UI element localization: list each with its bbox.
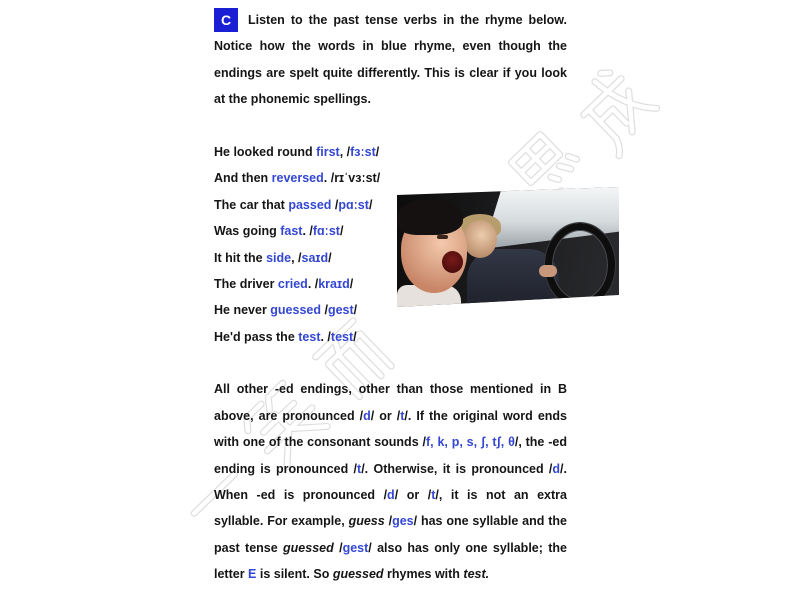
rhyme-ipa: saɪd (301, 250, 329, 265)
explanation-line (214, 403, 567, 429)
phoneme: d (363, 408, 371, 423)
rhyme-punct: / (331, 197, 339, 212)
rhyme-verb: cried (277, 276, 308, 291)
rhyme-text: Was going (214, 224, 281, 239)
rhyme-punct: . / (302, 224, 313, 239)
page-text (214, 7, 567, 588)
text-run: above, are pronounced / (214, 408, 364, 423)
rhyme-ipa: fɑːst (312, 224, 340, 239)
text-run: / (333, 540, 343, 555)
rhyme-verb: side (266, 250, 292, 265)
rhyme-punct: / (321, 303, 328, 318)
blank-line (214, 350, 567, 376)
text-run: with one of the consonant sounds / (214, 435, 426, 450)
rhyme-text: He never (214, 303, 271, 318)
rhyme-verb: first (316, 144, 340, 159)
blank-line (214, 113, 567, 139)
text-run: / or / (394, 488, 432, 503)
rhyme-verb: passed (288, 197, 332, 212)
rhyme-verb: fast (280, 224, 303, 239)
rhyme-line (214, 192, 567, 218)
rhyme-close: / (349, 276, 354, 291)
phonemic-spelling: gest (342, 540, 369, 555)
explanation-line (214, 508, 567, 534)
rhyme-verb: test (298, 329, 321, 344)
text-run: /. (560, 461, 567, 476)
rhyme-text: The car that (214, 197, 289, 212)
rhyme-ipa: gest (327, 303, 354, 318)
rhyme-text: It hit the (214, 250, 267, 265)
text-run: All other -ed endings, other than those mentioned in B (214, 382, 567, 397)
rhyme-punct: , / (291, 250, 302, 265)
example-word: guess (348, 514, 385, 529)
rhyme-close: / (375, 144, 380, 159)
rhyme-close: / (339, 224, 344, 239)
rhyme-line (214, 297, 567, 323)
rhyme-verb: guessed (270, 303, 321, 318)
explanation-line (214, 561, 567, 587)
rhyme-punct: . / (320, 329, 331, 344)
explanation-line (214, 535, 567, 561)
rhyme-punct: . / (307, 276, 319, 291)
rhyme-punct: . / (323, 171, 335, 186)
rhyme-line (214, 165, 567, 191)
rhyme-line (214, 324, 567, 350)
rhyme-text: The driver (214, 276, 278, 291)
rhyme-text: He'd pass the (214, 329, 299, 344)
rhyme-text: And then (214, 171, 272, 186)
exercise-label: C (214, 8, 238, 32)
text-run: / (384, 514, 393, 529)
phonemic-spelling: ges (392, 514, 414, 529)
explanation-line (214, 376, 567, 402)
rhyme-line (214, 139, 567, 165)
rhyme-ipa: test (330, 329, 354, 344)
rhyme-ipa: pɑːst (338, 197, 369, 212)
text-run: / or / (370, 408, 401, 423)
text-run: /. Otherwise, it is pronounced / (361, 461, 553, 476)
text-run: letter (214, 567, 249, 582)
rhyme-close: / (376, 171, 381, 186)
text-run: is silent. So (256, 567, 333, 582)
silent-letter: E (248, 567, 257, 582)
rhyme-close: / (353, 329, 357, 344)
text-run: ending is pronounced / (214, 461, 358, 476)
phoneme: d (552, 461, 561, 476)
phoneme: t (400, 408, 405, 423)
text-run: /, it is not an extra (435, 488, 567, 503)
intro-line: Notice how the words in blue rhyme, even though the (214, 39, 567, 54)
intro-line: Listen to the past tense verbs in the rhyme below. (248, 13, 567, 27)
explanation-line (214, 482, 567, 508)
text-run: / has one syllable and the (413, 514, 567, 529)
intro-line: at the phonemic spellings. (214, 92, 371, 107)
phoneme: t (431, 488, 436, 503)
text-run: / also has only one syllable; the (368, 540, 567, 555)
phoneme: d (387, 488, 395, 503)
explanation-line (214, 429, 567, 455)
rhyme-line (214, 245, 567, 271)
example-word: test (463, 567, 486, 582)
phoneme: t (357, 461, 362, 476)
text-run: past tense (214, 540, 284, 555)
rhyme-ipa: kraɪd (318, 276, 350, 291)
rhyme-punct: , / (339, 144, 351, 159)
rhyme-line (214, 271, 567, 297)
phoneme-list: f, k, p, s, ʃ, tʃ, θ (425, 435, 515, 450)
explanation-line (214, 456, 567, 482)
rhyme-close: / (353, 303, 358, 318)
text-run: rhymes with (383, 567, 464, 582)
rhyme-verb: reversed (271, 171, 324, 186)
rhyme-text: He looked round (214, 144, 317, 159)
rhyme-close: / (368, 197, 373, 212)
rhyme-ipa: rɪˈvɜːst (334, 171, 377, 186)
rhyme-close: / (328, 250, 332, 265)
text-run: syllable. For example, (214, 514, 349, 529)
text-run: . (485, 567, 490, 582)
rhyme-line (214, 218, 567, 244)
example-word: guessed (332, 567, 384, 582)
text-run: When -ed is pronounced / (214, 488, 388, 503)
example-word: guessed (283, 540, 334, 555)
rhyme-ipa: fɜːst (350, 144, 376, 159)
intro-line: endings are spelt quite differently. This is clear if you look (214, 65, 567, 80)
text-run: /, the -ed (514, 435, 567, 450)
text-run: /. If the original word ends (404, 408, 567, 423)
